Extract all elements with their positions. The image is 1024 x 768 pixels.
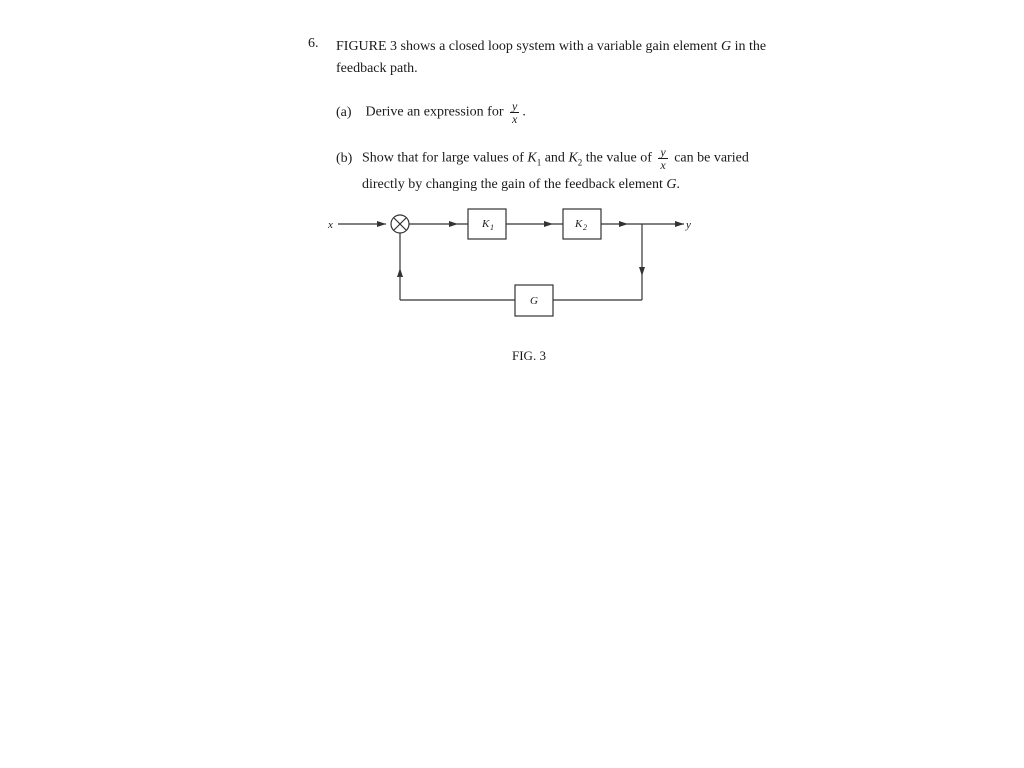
part-b-period: . (676, 176, 681, 192)
fraction-numerator: y (512, 99, 518, 113)
input-label: x (328, 219, 333, 231)
g-symbol: G (720, 39, 732, 54)
k2-subscript: 2 (577, 157, 583, 168)
fraction-numerator-b: y (660, 145, 666, 159)
k1-block-subscript: 1 (490, 223, 494, 232)
part-b-and: and (541, 150, 569, 166)
output-label: y (686, 219, 691, 231)
arrow-feedback-down (639, 267, 645, 276)
part-b-text1: Show that for large values of (362, 150, 528, 166)
part-b-label: (b) (336, 150, 353, 166)
part-a-text: Derive an expression for (365, 104, 504, 120)
k1-symbol: K (527, 150, 537, 166)
arrow-after-k2 (619, 221, 628, 227)
k1-block-label: K (482, 218, 490, 230)
g-block-label: G (530, 295, 538, 307)
arrow-feedback-up (397, 268, 403, 277)
k1-subscript: 1 (536, 157, 542, 168)
figure-caption: FIG. 3 (512, 348, 546, 363)
g-symbol-b: G (666, 176, 677, 192)
question-text-part2: in the feedback path. (336, 39, 767, 76)
arrow-to-k1 (449, 221, 458, 227)
question-number: 6. (308, 36, 319, 51)
k2-block-label: K (575, 218, 583, 230)
k2-symbol: K (568, 150, 578, 166)
part-b-text3: can be varied (674, 150, 749, 166)
arrow-input (377, 221, 386, 227)
arrow-to-k2 (544, 221, 553, 227)
question-text-part1: FIGURE 3 shows a closed loop system with a variable gain element (336, 39, 721, 54)
fraction-denominator: x (512, 112, 518, 126)
part-a-period: . (522, 104, 526, 120)
part-b-line2-text: directly by changing the gain of the feedback element (362, 176, 667, 192)
fraction-denominator-b: x (660, 158, 666, 172)
arrow-output (675, 221, 684, 227)
part-a-label: (a) (336, 104, 352, 120)
k2-block-subscript: 2 (583, 223, 587, 232)
part-b-text2: the value of (582, 150, 652, 166)
